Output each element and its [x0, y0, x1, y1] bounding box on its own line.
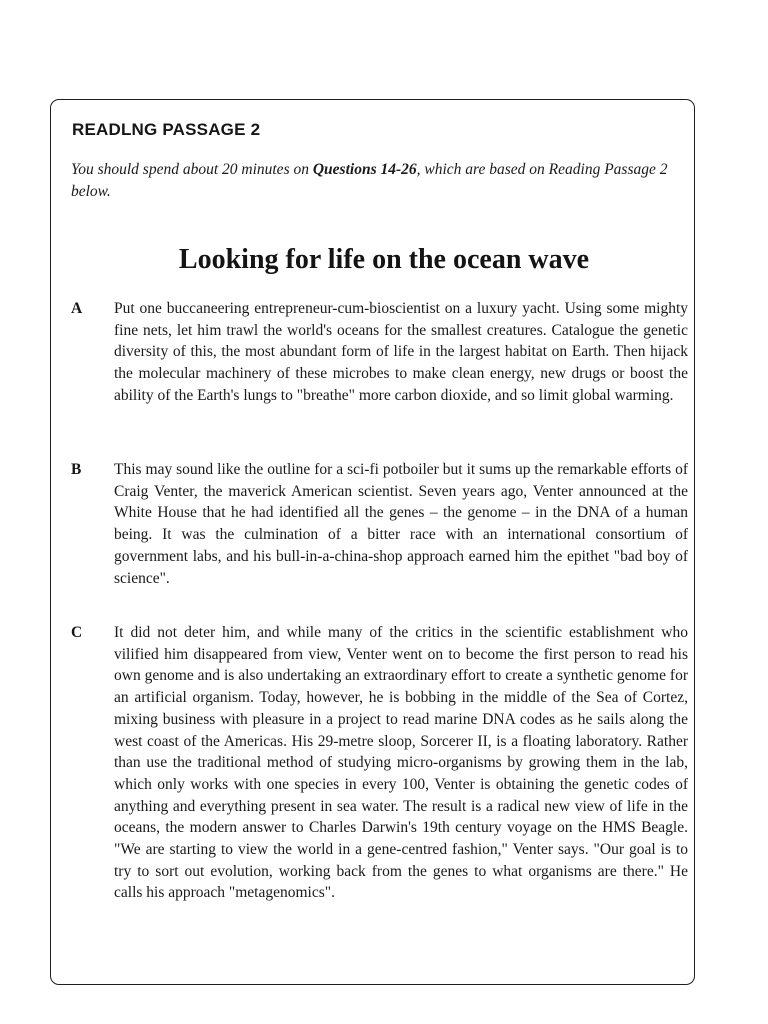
- paragraph-text: Put one buccaneering entrepreneur-cum-bioscientist on a luxury yacht. Using some mighty fine nets, let him trawl the world's oceans for the smallest creatures. Catalogue the genetic diversity of this, the most abundant form of life in the largest habitat on Earth. Then hijack the molecular machinery of these microbes to make clean energy, new drugs or boost the ability of the Earth's lungs to "breathe" more carbon dioxide, and so limit global warming.: [114, 300, 688, 404]
- paragraph-text: It did not deter him, and while many of the critics in the scientific establishment who vilified him disappeared from view, Venter went on to become the first person to read his own genome and is also undertaking an extraordinary effort to create a synthetic genome for an artificial organism. Today, however, he is bobbing in the middle of the Sea of Cortez, mixing business with pleasure in a project to read marine DNA codes as he sails along the west coast of the Americas. His 29-metre sloop, Sorcerer II, is a floating laboratory. Rather than use the traditional method of studying micro-organisms by growing them in the lab, which only works with one species in every 100, Venter is obtaining the genetic codes of anything and everything present in sea water. The result is a radical new view of life in the oceans, the modern answer to Charles Darwin's 19th century voyage on the HMS Beagle. "We are starting to view the world in a gene-centred fashion," Venter says. "Our goal is to try to sort out evolution, working back from the genes to what organisms are there." He calls his approach "metagenomics".: [114, 624, 688, 902]
- paragraph-letter: A: [71, 300, 83, 317]
- paragraph-text: This may sound like the outline for a sci-fi potboiler but it sums up the remarkable efforts of Craig Venter, the maverick American scientist. Seven years ago, Venter announced at the White House that he had identified all the genes – the genome – in the DNA of a human being. It was the culmination of a bitter race with an international consortium of government labs, and his bull-in-a-china-shop approach earned him the epithet "bad boy of science".: [114, 461, 688, 587]
- paragraph-letter: C: [71, 624, 83, 641]
- passage-title: Looking for life on the ocean wave: [178, 244, 590, 275]
- paragraph-letter: B: [71, 461, 82, 478]
- instruction-questions: Questions 14-26: [312, 161, 417, 178]
- section-label: READLNG PASSAGE 2: [72, 120, 261, 139]
- instruction-text: [71, 159, 689, 203]
- instruction-part1: You should spend about 20 minutes on: [71, 161, 313, 178]
- instruction-part2: , which are based on Reading Passage 2 below.: [71, 161, 668, 200]
